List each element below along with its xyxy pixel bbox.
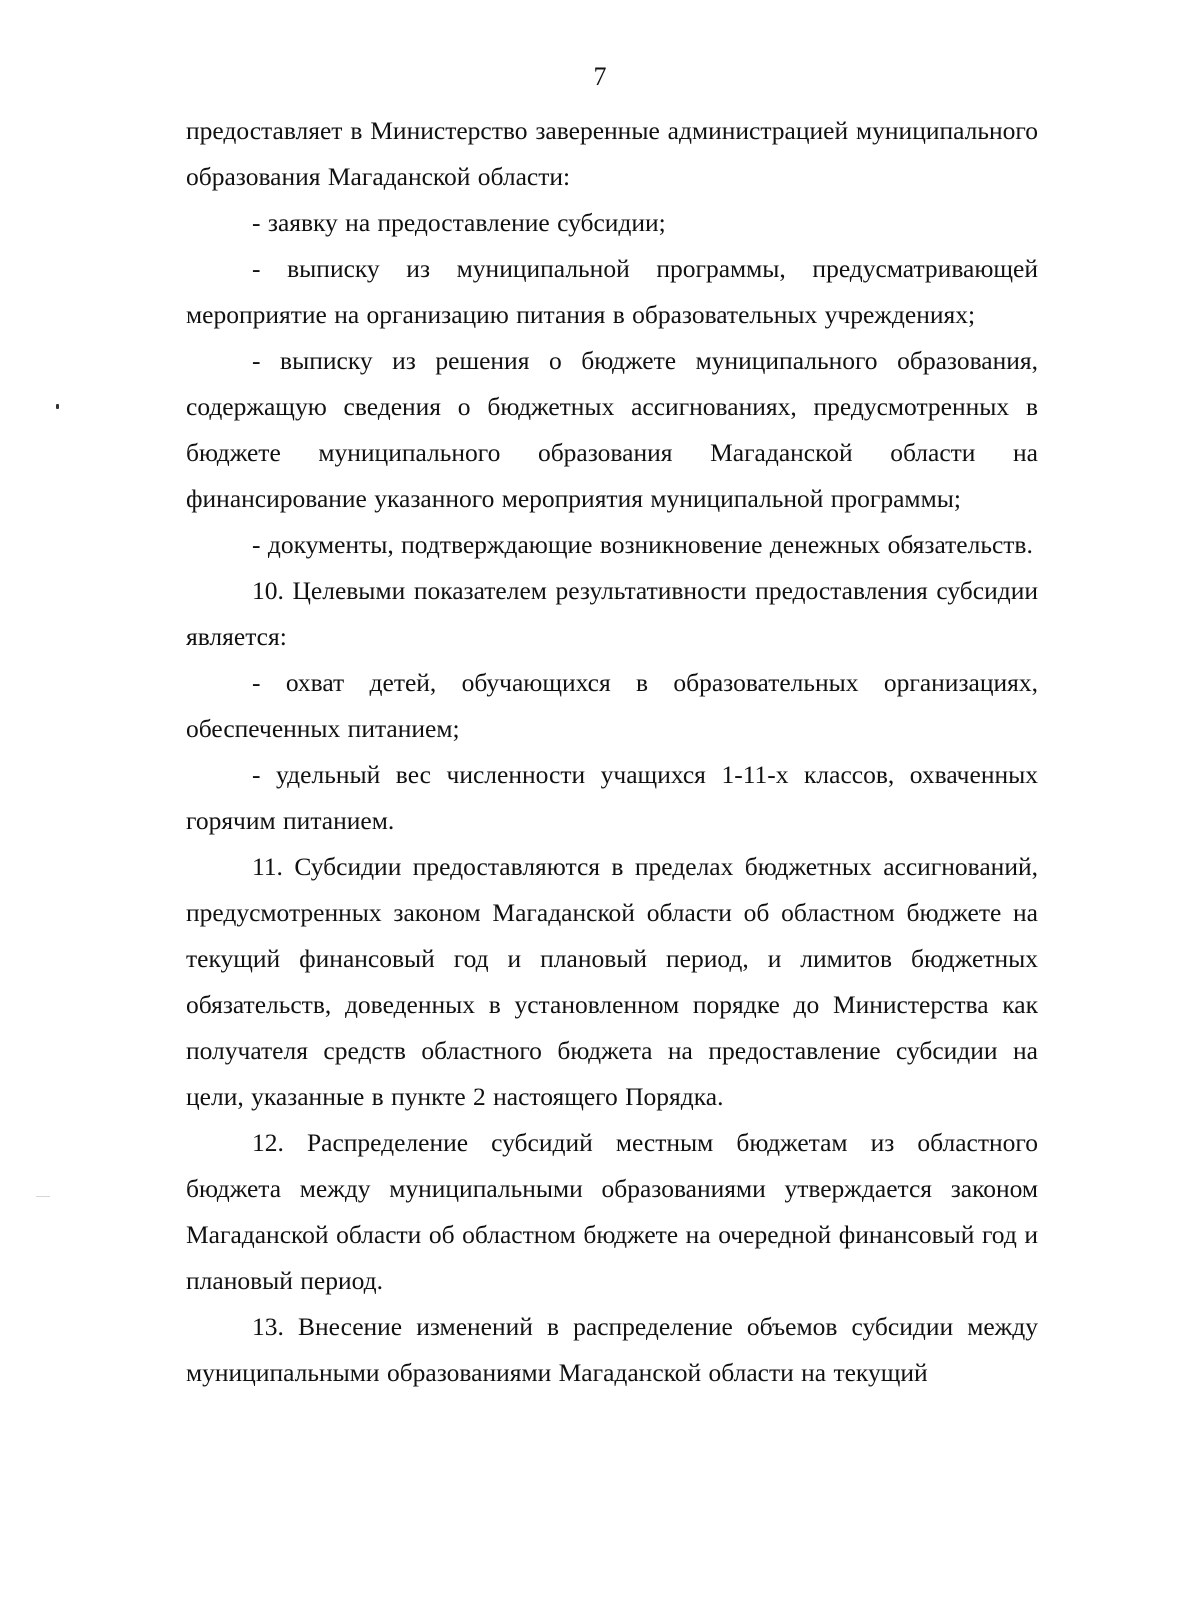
paragraph-budget-extract-item: - выписку из решения о бюджете муниципального образования, содержащую сведения о бюджетных ассигнованиях, предусмотренных в бюджете муниципального образования Магаданской области на финансирование указанного мероприятия муниципальной программы; bbox=[186, 346, 1038, 513]
paragraph-section-10: 10. Целевыми показателем результативности предоставления субсидии является: bbox=[186, 576, 1038, 651]
document-body bbox=[186, 108, 1038, 1396]
paragraph-share-item: - удельный вес численности учащихся 1-11-х классов, охваченных горячим питанием. bbox=[186, 760, 1038, 835]
paragraph-intro: предоставляет в Министерство заверенные администрацией муниципального образования Магаданской области: bbox=[186, 116, 1038, 191]
paragraph-section-12: 12. Распределение субсидий местным бюджетам из областного бюджета между муниципальными образованиями утверждается законом Магаданской области об областном бюджете на очередной финансовый год и плановый период. bbox=[186, 1128, 1038, 1295]
paragraph-section-11: 11. Субсидии предоставляются в пределах бюджетных ассигнований, предусмотренных законом Магаданской области об областном бюджете на текущий финансовый год и плановый период, и лимитов бюджетных обязательств, доведенных в установленном порядке до Министерства как получателя средств областного бюджета на предоставление субсидии на цели, указанные в пункте 2 настоящего Порядка. bbox=[186, 852, 1038, 1111]
paragraph-section-13: 13. Внесение изменений в распределение объемов субсидии между муниципальными образованиями Магаданской области на текущий bbox=[186, 1312, 1038, 1387]
scan-speck bbox=[56, 404, 59, 409]
paragraph-coverage-item: - охват детей, обучающихся в образовательных организациях, обеспеченных питанием; bbox=[186, 668, 1038, 743]
page-number: 7 bbox=[593, 62, 607, 91]
paragraph-application-item: - заявку на предоставление субсидии; bbox=[252, 208, 666, 237]
paragraph-program-extract-item: - выписку из муниципальной программы, предусматривающей мероприятие на организацию питания в образовательных учреждениях; bbox=[186, 254, 1038, 329]
scan-edge-mark bbox=[36, 1196, 50, 1197]
paragraph-obligations-item: - документы, подтверждающие возникновение денежных обязательств. bbox=[252, 530, 1033, 559]
